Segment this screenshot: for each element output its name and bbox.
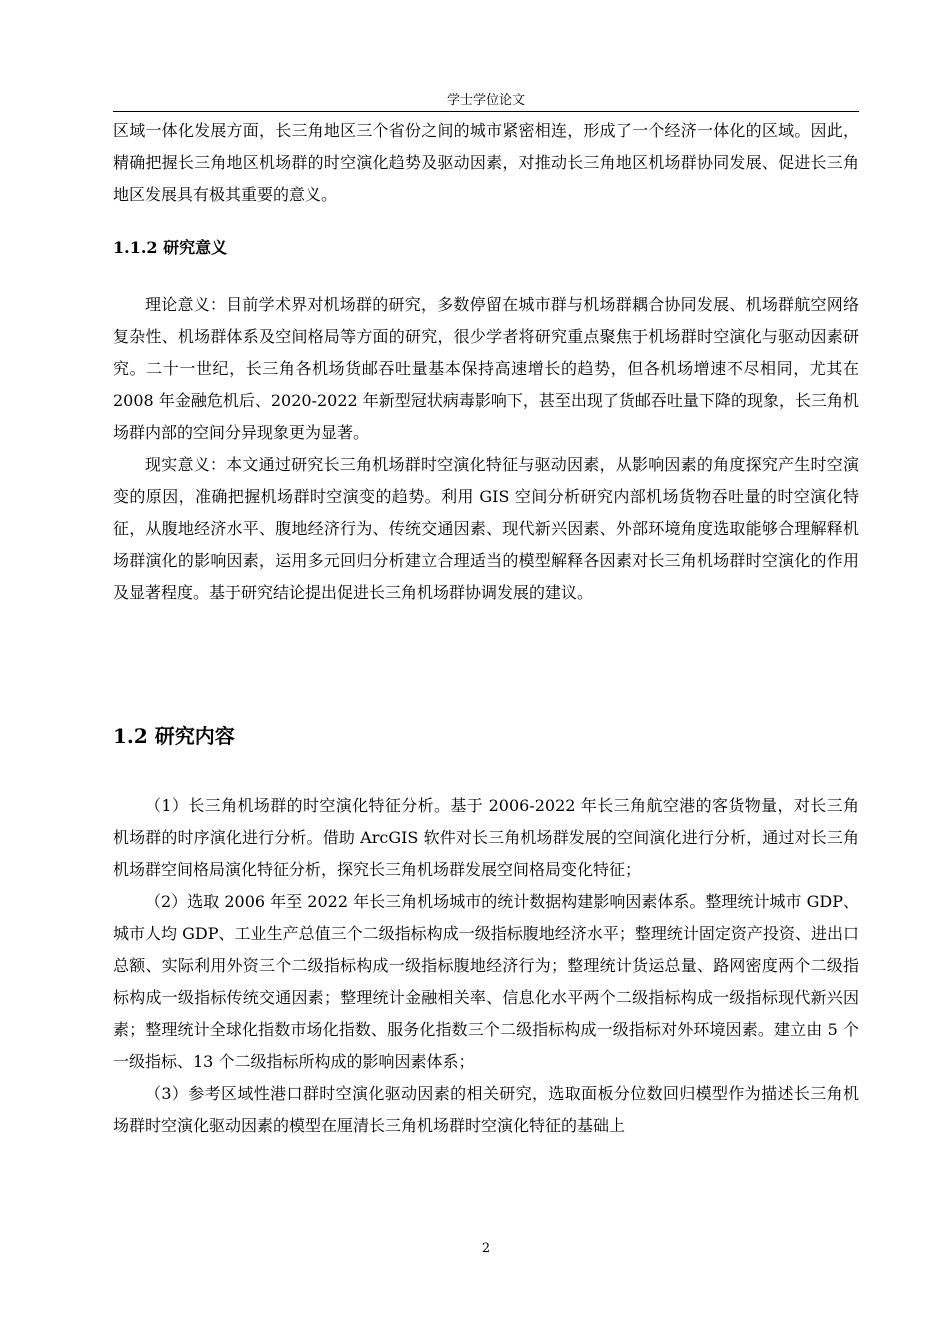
section-heading-1-1-2: 1.1.2 研究意义 <box>113 238 228 257</box>
research-item-2: （2）选取 2006 年至 2022 年长三角机场城市的统计数据构建影响因素体系。整理统计城市 GDP、城市人均 GDP、工业生产总值三个二级指标构成一级指标腹地经济水平；整理统计固定资产投资、进出口总额、实际利用外资三个二级指标构成一级指标腹地经济行为；整理统计货运总量、路网密度两个二级指标构成一级指标传统交通因素；整理统计金融相关率、信息化水平两个二级指标构成一级指标现代新兴因素；整理统计全球化指数市场化指数、服务化指数三个二级指标构成一级指标对外环境因素。建立由 5 个一级指标、13 个二级指标所构成的影响因素体系； <box>113 892 859 1071</box>
header-rule <box>113 111 859 112</box>
paragraph-theoretical-significance: 理论意义：目前学术界对机场群的研究，多数停留在城市群与机场群耦合协同发展、机场群航空网络复杂性、机场群体系及空间格局等方面的研究，很少学者将研究重点聚焦于机场群时空演化与驱动因素研究。二十一世纪，长三角各机场货邮吞吐量基本保持高速增长的趋势，但各机场增速不尽相同，尤其在 2008 年金融危机后、2020-2022 年新型冠状病毒影响下，甚至出现了货邮吞吐量下降的现象，长三角机场群内部的空间分异现象更为显著。 <box>113 295 859 442</box>
section-heading-1-2: 1.2 研究内容 <box>113 724 235 748</box>
paragraph-practical-significance: 现实意义：本文通过研究长三角机场群时空演化特征与驱动因素，从影响因素的角度探究产生时空演变的原因，准确把握机场群时空演变的趋势。利用 GIS 空间分析研究内部机场货物吞吐量的时空演化特征，从腹地经济水平、腹地经济行为、传统交通因素、现代新兴因素、外部环境角度选取能够合理解释机场群演化的影响因素，运用多元回归分析建立合理适当的模型解释各因素对长三角机场群时空演化的作用及显著程度。基于研究结论提出促进长三角机场群协调发展的建议。 <box>113 455 859 602</box>
research-item-1: （1）长三角机场群的时空演化特征分析。基于 2006-2022 年长三角航空港的客货物量，对长三角机场群的时序演化进行分析。借助 ArcGIS 软件对长三角机场群发展的空间演化进行分析，通过对长三角机场群空间格局演化特征分析，探究长三角机场群发展空间格局变化特征； <box>113 796 859 879</box>
section-1-1-2-body <box>113 289 859 609</box>
running-header: 学士学位论文 <box>446 93 525 108</box>
page-number: 2 <box>481 1241 491 1256</box>
research-item-3: （3）参考区域性港口群时空演化驱动因素的相关研究，选取面板分位数回归模型作为描述长三角机场群时空演化驱动因素的模型在厘清长三角机场群时空演化特征的基础上 <box>113 1084 859 1135</box>
section-1-2-body <box>113 790 859 1142</box>
intro-paragraph: 区域一体化发展方面，长三角地区三个省份之间的城市紧密相连，形成了一个经济一体化的区域。因此，精确把握长三角地区机场群的时空演化趋势及驱动因素，对推动长三角地区机场群协同发展、促进长三角地区发展具有极其重要的意义。 <box>113 121 859 204</box>
intro-paragraph-block <box>113 115 859 211</box>
